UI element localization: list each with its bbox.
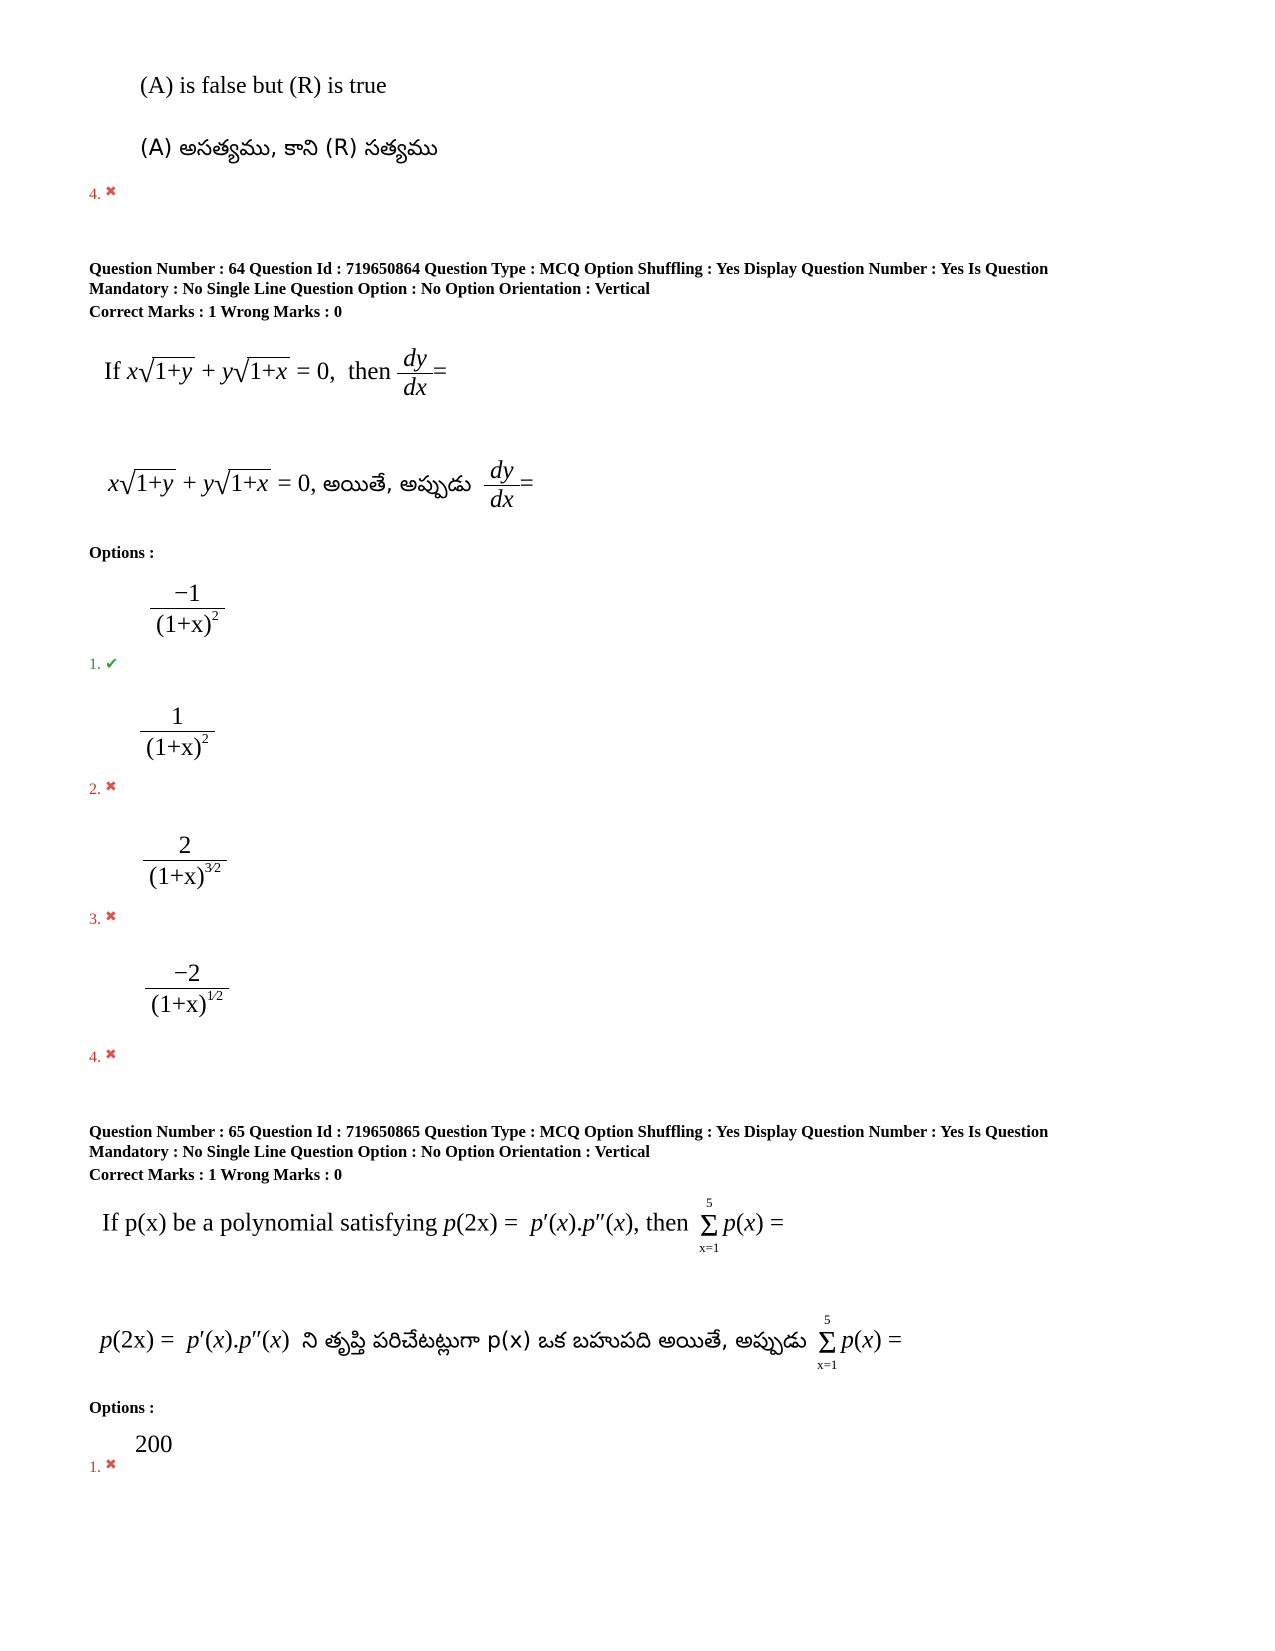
english-then: , then: [633, 1209, 689, 1237]
telugu-text: ని తృప్తి పరిచేటట్లుగా p(x) ఒక బహుపది అయితే, అప్పుడు: [302, 1328, 807, 1354]
summation: 5 Σ x=1: [817, 1312, 838, 1372]
q64-option2-value: [140, 703, 215, 762]
denominator-base: (1+x): [146, 734, 202, 761]
cross-icon: ✖: [105, 185, 117, 200]
option-number: 2.: [89, 781, 101, 798]
q64-meta: [89, 259, 1199, 299]
prev-option4-marker: [89, 184, 117, 204]
sum-upper-limit: 5: [705, 1195, 713, 1210]
prev-option4-english: (A) is false but (R) is true: [140, 73, 387, 99]
q65-question-english: If p(x) be a polynomial satisfying p(2x) = p′(x).p″(x), then 5 Σ x=1 p(x) =: [102, 1195, 785, 1255]
q65-marks: Correct Marks : 1 Wrong Marks : 0: [89, 1165, 343, 1184]
derivative-fraction: $\frac{dy}{dx}$: [397, 345, 433, 402]
numerator: 1: [171, 703, 184, 730]
option-number: 4.: [89, 186, 101, 203]
q64-option1-marker: [89, 654, 118, 674]
denominator-base: (1+x): [156, 611, 212, 638]
exponent: 3⁄2: [204, 861, 222, 876]
prev-option4-telugu: (A) అసత్యము, కాని (R) సత్యము: [140, 136, 438, 161]
denominator-base: (1+x): [149, 863, 205, 890]
q65-option1-marker: [89, 1457, 117, 1477]
if-word: If: [104, 358, 121, 386]
q64-question-english: If x√1+y + y√1+x = 0, then $\frac{dy}{dx}$ =: [104, 345, 447, 401]
english-prefix: If p(x) be a polynomial satisfying: [102, 1209, 438, 1237]
q64-marks: Correct Marks : 1 Wrong Marks : 0: [89, 302, 343, 321]
check-icon: ✔: [105, 656, 119, 673]
exponent: 1⁄2: [206, 989, 224, 1004]
exponent: 2: [211, 609, 219, 624]
summation: 5 Σ x=1: [699, 1195, 720, 1255]
telugu-connector: అయితే, అప్పుడు: [322, 472, 472, 498]
q65-option1-value: 200: [135, 1431, 173, 1458]
sum-lower-limit: x=1: [699, 1240, 720, 1255]
numerator: −2: [173, 960, 201, 987]
q64-question-telugu: x√1+y + y√1+x = 0, అయితే, అప్పుడు $\frac{dy}{dx}$ =: [108, 457, 534, 513]
option-number: 1.: [89, 1459, 101, 1476]
denominator-base: (1+x): [151, 991, 207, 1018]
cross-icon: ✖: [105, 910, 117, 925]
option-number: 3.: [89, 911, 101, 928]
q64-option2-marker: [89, 779, 117, 799]
q64-option4-value: [145, 960, 229, 1019]
q65-question-telugu: p(2x) = p′(x).p″(x) ని తృప్తి పరిచేటట్లుగా p(x) ఒక బహుపది అయితే, అప్పుడు 5 Σ x=1 p(x) =: [100, 1312, 903, 1372]
q64-option3-value: [143, 832, 227, 891]
numerator: −1: [174, 580, 201, 607]
q65-options-label: Options :: [89, 1398, 155, 1417]
sum-lower-limit: x=1: [817, 1357, 838, 1372]
cross-icon: ✖: [105, 1048, 117, 1063]
q64-meta-line1: Question Number : 64 Question Id : 719650864 Question Type : MCQ Option Shuffling : Yes Display Question Number : Yes Is Question: [89, 259, 1049, 278]
exponent: 2: [201, 732, 209, 747]
cross-icon: ✖: [105, 780, 117, 795]
option-number: 1.: [89, 656, 101, 673]
derivative-fraction: $\frac{dy}{dx}$: [484, 457, 520, 514]
then-word: then: [347, 358, 392, 386]
q65-meta-line2: Mandatory : No Single Line Question Option : No Option Orientation : Vertical: [89, 1142, 651, 1161]
q64-option1-value: [150, 580, 225, 639]
option-number: 4.: [89, 1049, 101, 1066]
numerator: 2: [178, 832, 192, 859]
q64-meta-line2: Mandatory : No Single Line Question Option : No Option Orientation : Vertical: [89, 279, 651, 298]
sum-upper-limit: 5: [824, 1312, 831, 1327]
q64-options-label: Options :: [89, 543, 155, 562]
q65-meta-line1: Question Number : 65 Question Id : 719650865 Question Type : MCQ Option Shuffling : Yes Display Question Number : Yes Is Question: [89, 1122, 1049, 1141]
q65-meta: [89, 1122, 1199, 1162]
q64-option4-marker: [89, 1047, 117, 1067]
cross-icon: ✖: [105, 1458, 117, 1473]
q64-option3-marker: [89, 909, 117, 929]
